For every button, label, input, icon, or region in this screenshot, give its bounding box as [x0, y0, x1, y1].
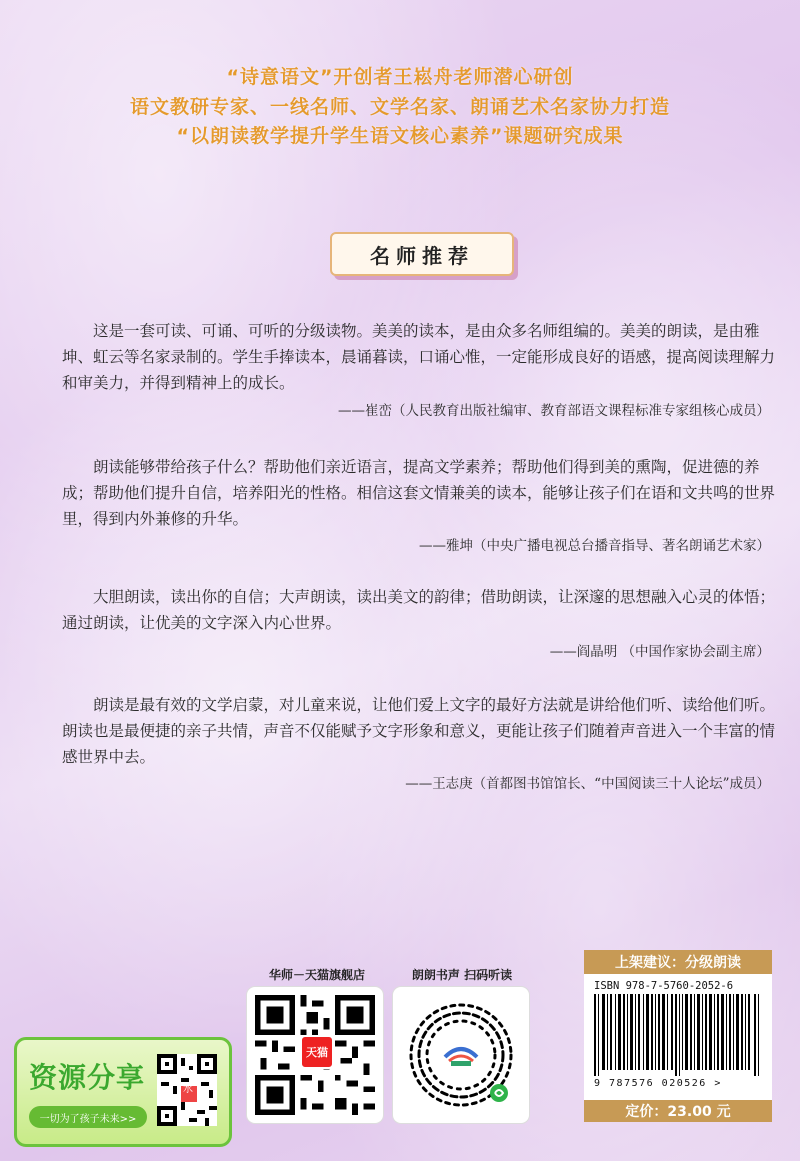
- recommend-title: 名师推荐: [370, 243, 474, 268]
- header-line-1: “诗意语文”开创者王崧舟老师潜心研创: [226, 66, 574, 88]
- header-line-3: “以朗读教学提升学生语文核心素养”课题研究成果: [176, 125, 624, 147]
- resource-share-watermark: [14, 1037, 232, 1147]
- quote-1-text: 这是一套可读、可诵、可听的分级读物。美美的读本，是由众多名师组编的。美美的朗读，是由雅坤、虹云等名家录制的。学生手捧读本，晨诵暮读，口诵心惟，一定能形成良好的语感，提高阅读理解力和审美力，并得到精神上的成长。: [62, 322, 776, 392]
- isbn-block: [584, 950, 772, 1122]
- store-qr-code[interactable]: [247, 987, 383, 1123]
- quote-1-author: ——崔峦（人民教育出版社编审、教育部语文课程标准专家组核心成员）: [338, 403, 770, 419]
- watermark-title: 资源分享: [29, 1061, 146, 1094]
- store-qr-title: 华师－天猫旗舰店: [268, 968, 365, 982]
- quote-2-text: 朗读能够带给孩子什么？帮助他们亲近语言，提高文学素养；帮助他们得到美的熏陶，促进德的养成；帮助他们提升自信，培养阳光的性格。相信这套文情兼美的读本，能够让孩子们在语和文共鸣的世界里，得到内外兼修的升华。: [62, 458, 776, 528]
- quote-2-author: ——雅坤（中央广播电视总台播音指导、著名朗诵艺术家）: [419, 538, 770, 554]
- listen-mini-program-code[interactable]: [393, 987, 529, 1123]
- quote-4-text: 朗读是最有效的文学启蒙，对儿童来说，让他们爱上文字的最好方法就是讲给他们听、读给他们听。朗读也是最便捷的亲子共情，声音不仅能赋予文字形象和意义，更能让孩子们随着声音进入一个丰富的情感世界中去。: [62, 696, 776, 766]
- barcode-icon: [594, 994, 762, 1076]
- watermark-qr-badge: 水: [183, 1084, 193, 1095]
- quote-4-author: ——王志庚（首都图书馆馆长、“中国阅读三十人论坛”成员）: [405, 776, 770, 792]
- recommend-title-box: [330, 232, 514, 276]
- isbn-number: ISBN 978-7-5760-2052-6: [594, 980, 734, 992]
- quote-3-author: ——阎晶明 （中国作家协会副主席）: [549, 644, 770, 660]
- price: 定价：23.00 元: [584, 1100, 772, 1122]
- watermark-slogan: 一切为了孩子未来>>: [29, 1106, 147, 1128]
- mini-program-code-icon: [401, 995, 521, 1115]
- header-line-2: 语文教研专家、一线名师、文学名家、朗诵艺术名家协力打造: [129, 96, 670, 118]
- barcode-digits: 9 787576 020526 >: [594, 1078, 722, 1089]
- quote-3-text: 大胆朗读，读出你的自信；大声朗读，读出美文的韵律；借助朗读，让深邃的思想融入心灵的体悟；通过朗读，让优美的文字深入内心世界。: [62, 588, 776, 632]
- tmall-logo-icon: 天猫: [300, 1035, 334, 1069]
- listen-qr-title: 朗朗书声 扫码听读: [411, 968, 513, 982]
- shelf-suggestion: 上架建议：分级朗读: [584, 950, 772, 974]
